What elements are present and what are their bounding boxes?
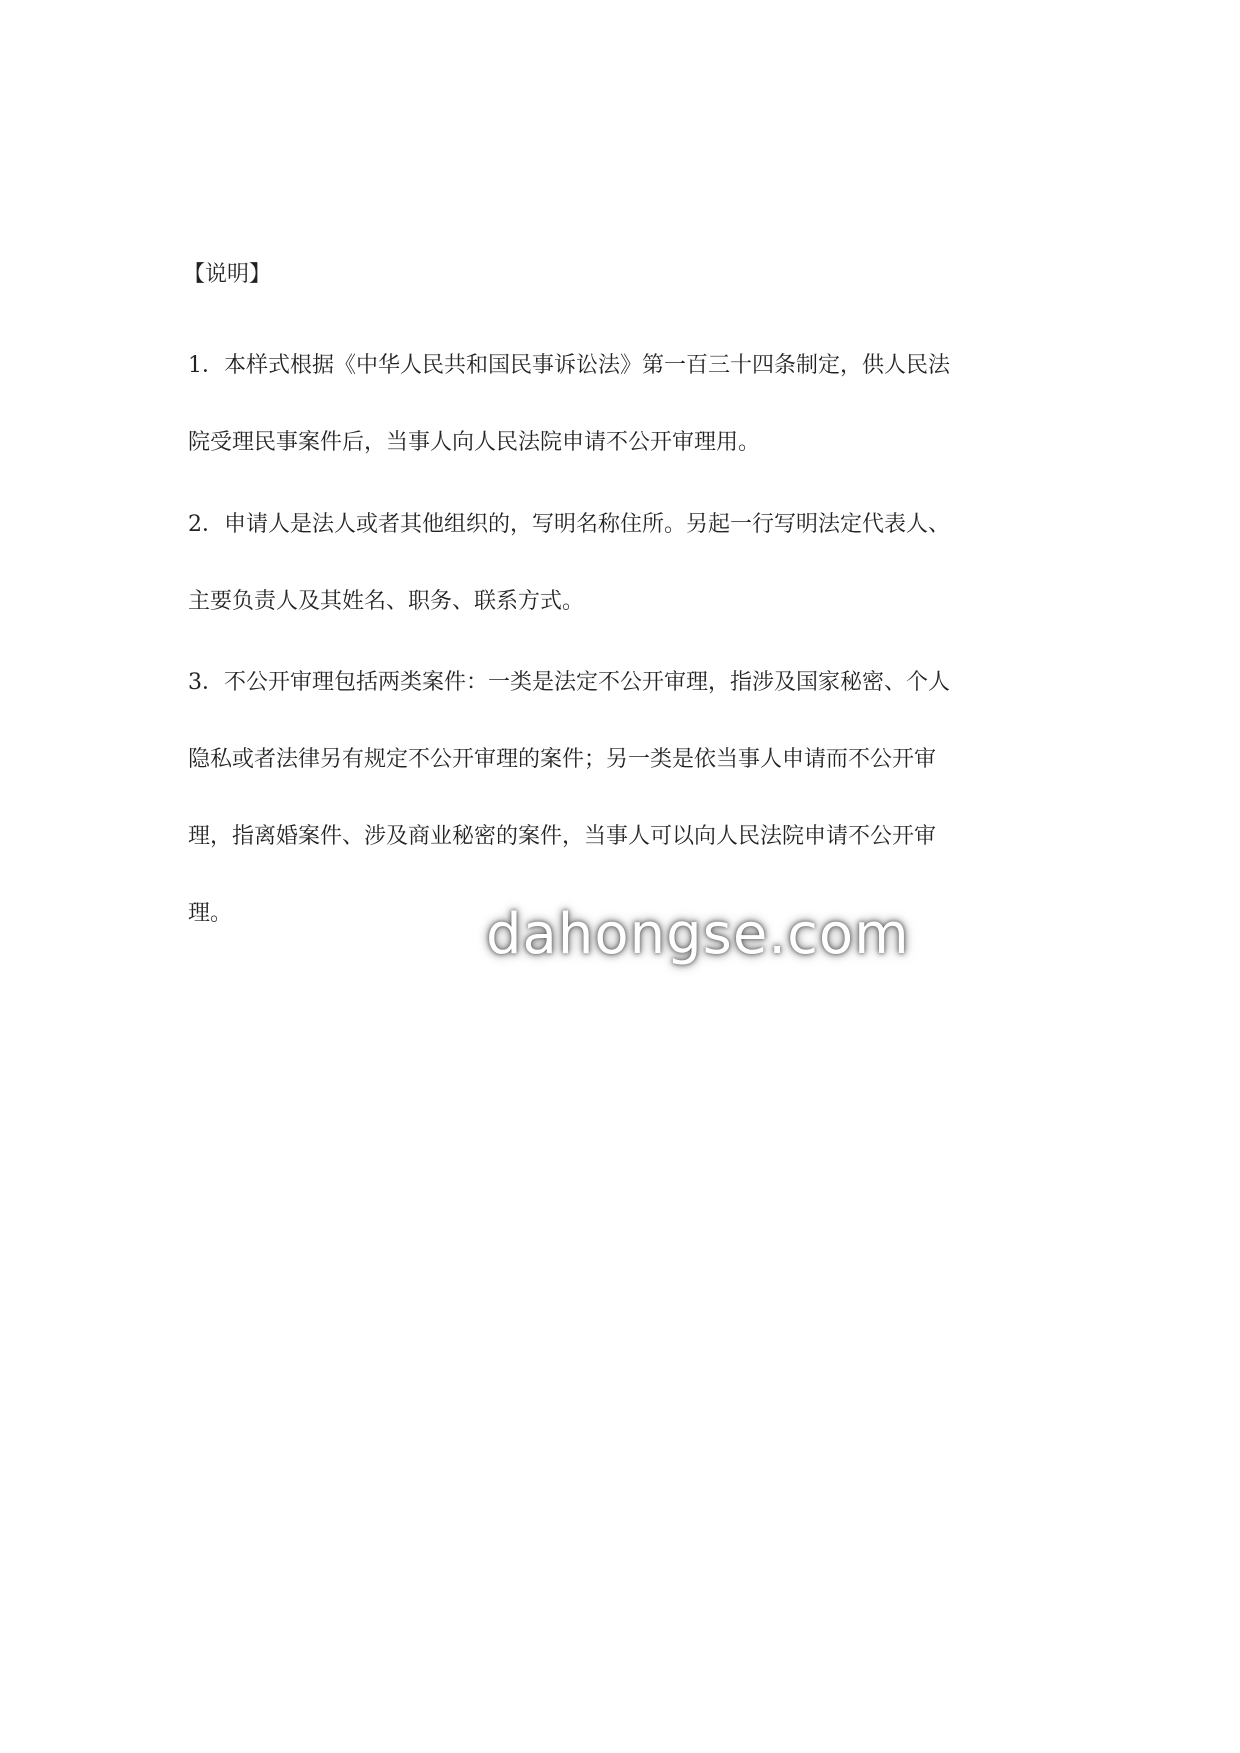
- paragraph-line: 3．不公开审理包括两类案件：一类是法定不公开审理，指涉及国家秘密、个人: [188, 670, 950, 695]
- watermark-text: dahongse.com: [486, 902, 910, 967]
- paragraph-line: 理。: [188, 901, 233, 926]
- paragraph-line: 隐私或者法律另有规定不公开审理的案件；另一类是依当事人申请而不公开审: [188, 747, 937, 772]
- paragraph-line: 1．本样式根据《中华人民共和国民事诉讼法》第一百三十四条制定，供人民法: [188, 353, 950, 378]
- paragraph-line: 理，指离婚案件、涉及商业秘密的案件，当事人可以向人民法院申请不公开审: [188, 824, 937, 849]
- paragraph-line: 2．申请人是法人或者其他组织的，写明名称住所。另起一行写明法定代表人、: [188, 512, 950, 537]
- note-paragraph-2: [188, 486, 1068, 640]
- paragraph-line: 主要负责人及其姓名、职务、联系方式。: [188, 589, 585, 614]
- section-heading: 【说明】: [183, 262, 272, 287]
- note-paragraph-1: [188, 327, 1068, 481]
- paragraph-line: 院受理民事案件后，当事人向人民法院申请不公开审理用。: [188, 430, 761, 455]
